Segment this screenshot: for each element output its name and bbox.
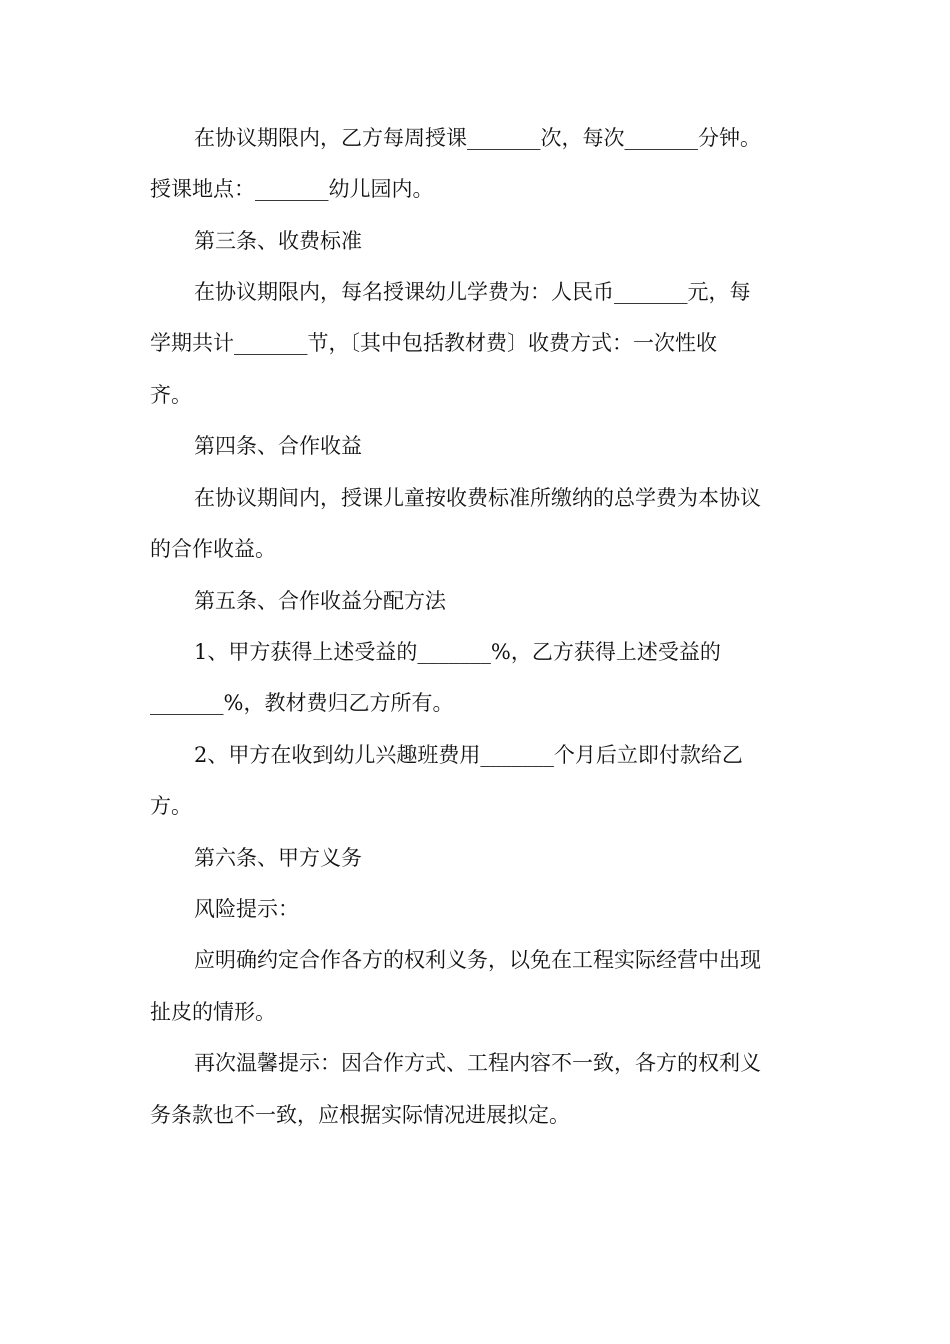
risk-notice-line-2: 扯皮的情形。 [150,1000,276,1024]
paragraph-revenue-line-2: 的合作收益。 [150,537,276,561]
paragraph-lesson-location: 授课地点：_______幼儿园内。 [150,177,434,201]
paragraph-fee-line-3: 齐。 [150,383,192,407]
risk-notice-line-1: 应明确约定合作各方的权利义务，以免在工程实际经营中出现 [194,948,761,972]
paragraph-fee-line-1: 在协议期限内，每名授课幼儿学费为：人民币_______元，每 [194,280,751,304]
risk-notice-label: 风险提示： [194,897,299,921]
clause-2-line-2: 方。 [150,794,192,818]
reminder-line-1: 再次温馨提示：因合作方式、工程内容不一致，各方的权利义 [194,1051,761,1075]
reminder-line-2: 务条款也不一致，应根据实际情况进展拟定。 [150,1103,570,1127]
clause-1-line-2: _______%，教材费归乙方所有。 [150,691,454,715]
paragraph-fee-line-2: 学期共计_______节，〔其中包括教材费〕收费方式：一次性收 [150,331,717,355]
heading-article-3: 第三条、收费标准 [194,229,362,253]
heading-article-5: 第五条、合作收益分配方法 [194,589,446,613]
clause-1-line-1: 1、甲方获得上述受益的_______%，乙方获得上述受益的 [194,640,721,664]
paragraph-lesson-frequency: 在协议期限内，乙方每周授课_______次，每次_______分钟。 [194,126,761,150]
paragraph-revenue-line-1: 在协议期间内，授课儿童按收费标准所缴纳的总学费为本协议 [194,486,761,510]
heading-article-4: 第四条、合作收益 [194,434,362,458]
heading-article-6: 第六条、甲方义务 [194,846,362,870]
clause-2-line-1: 2、甲方在收到幼儿兴趣班费用_______个月后立即付款给乙 [194,743,743,767]
